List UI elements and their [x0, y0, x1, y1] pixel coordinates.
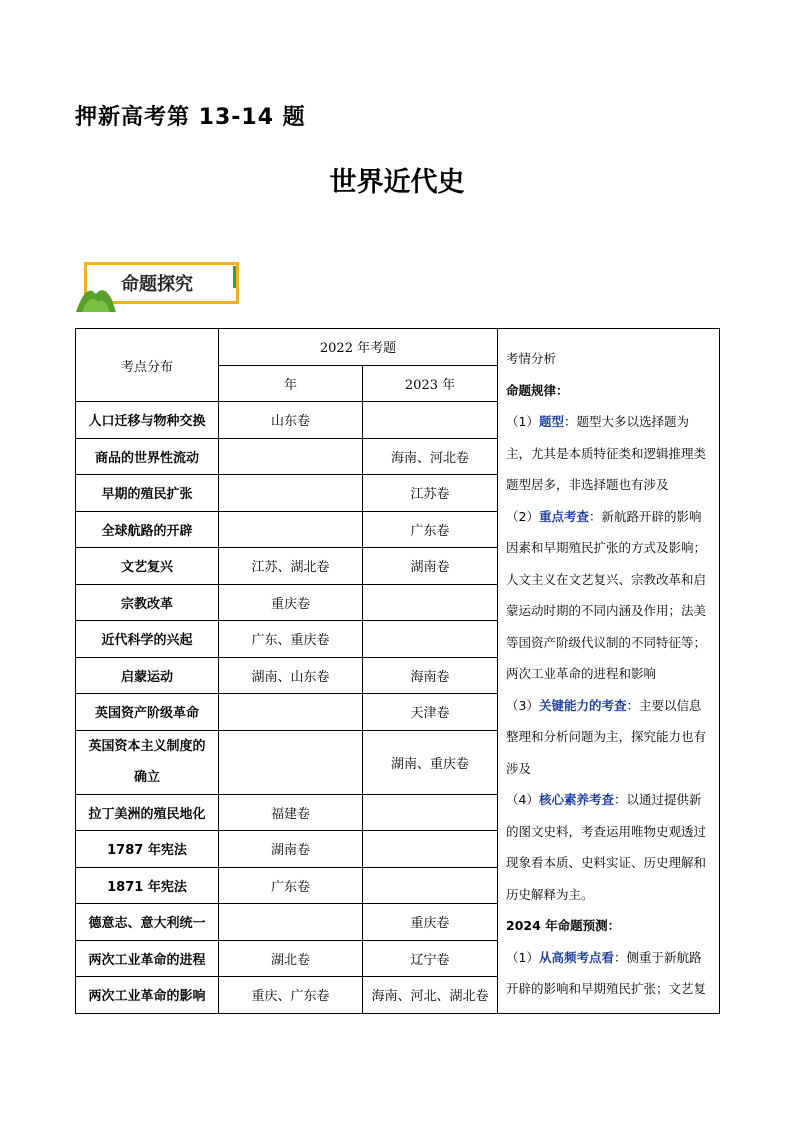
topic-cell: 全球航路的开辟	[76, 511, 219, 548]
topic-cell: 文艺复兴	[76, 548, 219, 585]
year-b-cell	[363, 831, 498, 868]
header-topic: 考点分布	[76, 329, 219, 402]
topic-cell: 两次工业革命的进程	[76, 940, 219, 977]
year-a-cell	[219, 730, 363, 794]
year-a-cell: 重庆、广东卷	[219, 977, 363, 1014]
rule-heading: 命题规律：	[506, 382, 569, 398]
year-b-cell: 辽宁卷	[363, 940, 498, 977]
hill-icon	[76, 278, 116, 312]
year-b-cell: 天津卷	[363, 694, 498, 731]
year-b-cell: 湖南卷	[363, 548, 498, 585]
year-b-cell: 江苏卷	[363, 475, 498, 512]
year-b-cell	[363, 402, 498, 439]
year-b-cell	[363, 867, 498, 904]
header-year-b: 2023 年	[363, 365, 498, 402]
topic-cell: 1871 年宪法	[76, 867, 219, 904]
year-b-cell: 湖南、重庆卷	[363, 730, 498, 794]
year-a-cell	[219, 511, 363, 548]
topic-line: 确立	[133, 770, 160, 785]
topic-cell	[76, 730, 219, 794]
year-a-cell	[219, 694, 363, 731]
year-a-cell: 广东、重庆卷	[219, 621, 363, 658]
topic-cell: 启蒙运动	[76, 657, 219, 694]
year-b-cell: 重庆卷	[363, 904, 498, 941]
year-a-cell	[219, 904, 363, 941]
year-a-cell	[219, 475, 363, 512]
analysis-p4: （4）核心素养考查：以通过提供新的图文史料，考查运用唯物史观透过现象看本质、史料实证、历史理解和历史解释为主。	[506, 792, 707, 902]
topic-cell: 1787 年宪法	[76, 831, 219, 868]
header-year-group: 2022 年考题	[219, 329, 498, 366]
topic-cell: 德意志、意大利统一	[76, 904, 219, 941]
year-b-cell: 海南、河北、湖北卷	[363, 977, 498, 1014]
topic-cell: 近代科学的兴起	[76, 621, 219, 658]
year-a-cell: 重庆卷	[219, 584, 363, 621]
topic-cell: 英国资产阶级革命	[76, 694, 219, 731]
year-b-cell: 海南、河北卷	[363, 438, 498, 475]
forecast-heading: 2024 年命题预测：	[506, 918, 621, 933]
badge-label: 命题探究	[121, 274, 193, 295]
year-a-cell: 湖南、山东卷	[219, 657, 363, 694]
topic-cell: 拉丁美洲的殖民地化	[76, 794, 219, 831]
year-b-cell: 海南卷	[363, 657, 498, 694]
year-a-cell: 广东卷	[219, 867, 363, 904]
topic-cell: 两次工业革命的影响	[76, 977, 219, 1014]
exam-topic-table	[75, 328, 720, 1014]
section-badge	[76, 258, 248, 314]
year-b-cell: 广东卷	[363, 511, 498, 548]
analysis-p1: （1）题型：题型大多以选择题为主，尤其是本质特征类和逻辑推理类题型居多，非选择题也有涉及	[506, 414, 707, 492]
header-year-a: 年	[219, 365, 363, 402]
analysis-cell	[498, 329, 720, 1014]
year-a-cell: 山东卷	[219, 402, 363, 439]
analysis-p2: （2）重点考查：新航路开辟的影响因素和早期殖民扩张的方式及影响；人文主义在文艺复兴、宗教改革和启蒙运动时期的不同内涵及作用；法美等国资产阶级代议制的不同特征等；两次工业革命的进程和影响	[506, 508, 707, 681]
year-b-cell	[363, 621, 498, 658]
year-a-cell: 福建卷	[219, 794, 363, 831]
year-a-cell: 江苏、湖北卷	[219, 548, 363, 585]
year-a-cell: 湖北卷	[219, 940, 363, 977]
topic-cell: 宗教改革	[76, 584, 219, 621]
year-a-cell: 湖南卷	[219, 831, 363, 868]
year-b-cell	[363, 794, 498, 831]
topic-cell: 早期的殖民扩张	[76, 475, 219, 512]
analysis-p3: （3）关键能力的考查：主要以信息整理和分析问题为主，探究能力也有涉及	[506, 697, 707, 776]
page-title: 世界近代史	[329, 167, 465, 198]
analysis-heading: 考情分析	[506, 351, 557, 366]
year-a-cell	[219, 438, 363, 475]
badge-accent-bar	[233, 266, 236, 288]
header-title: 押新高考第 13-14 题	[75, 105, 306, 130]
forecast-p1: （1）从高频考点看：侧重于新航路开辟的影响和早期殖民扩张；文艺复	[506, 949, 707, 996]
topic-line: 英国资本主义制度的	[88, 739, 206, 754]
topic-cell: 商品的世界性流动	[76, 438, 219, 475]
year-b-cell	[363, 584, 498, 621]
topic-cell: 人口迁移与物种交换	[76, 402, 219, 439]
